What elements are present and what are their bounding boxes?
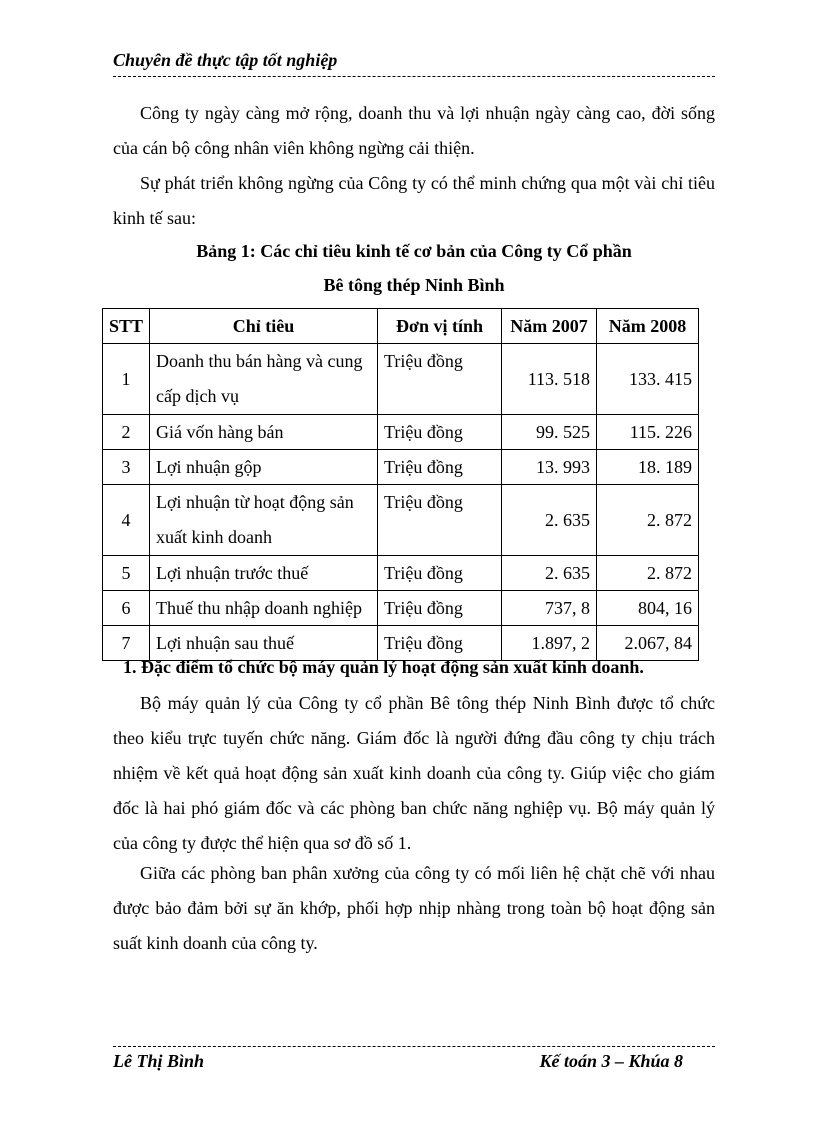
- cell-stt: 3: [103, 450, 150, 485]
- header-title: Chuyên đề thực tập tốt nghiệp: [113, 50, 338, 70]
- paragraph-1: Công ty ngày càng mở rộng, doanh thu và lợi nhuận ngày càng cao, đời sống của cán bộ công nhân viên không ngừng cải thiện.: [113, 103, 715, 158]
- cell-2008: 2. 872: [597, 556, 699, 591]
- page-footer: [113, 1046, 715, 1072]
- paragraph-3: Bộ máy quản lý của Công ty cổ phần Bê tông thép Ninh Bình được tổ chức theo kiểu trực tuyến chức năng. Giám đốc là người đứng đầu công ty chịu trách nhiệm về kết quả hoạt động sản xuất kinh doanh của công ty. Giúp việc cho giám đốc là hai phó giám đốc và các phòng ban chức năng nghiệp vụ. Bộ máy quản lý của công ty được thể hiện qua sơ đồ số 1.: [113, 693, 715, 853]
- cell-2007: 737, 8: [502, 591, 597, 626]
- cell-stt: 5: [103, 556, 150, 591]
- cell-indicator: Lợi nhuận gộp: [150, 450, 378, 485]
- cell-2007: 2. 635: [502, 485, 597, 556]
- cell-2007: 2. 635: [502, 556, 597, 591]
- footer-author: Lê Thị Bình: [113, 1051, 205, 1071]
- cell-unit: Triệu đồng: [378, 556, 502, 591]
- col-header-indicator: Chỉ tiêu: [150, 309, 378, 344]
- cell-indicator: Doanh thu bán hàng và cung cấp dịch vụ: [150, 344, 378, 415]
- col-header-2007: Năm 2007: [502, 309, 597, 344]
- cell-indicator: Lợi nhuận trước thuế: [150, 556, 378, 591]
- cell-2008: 133. 415: [597, 344, 699, 415]
- cell-unit: Triệu đồng: [378, 626, 502, 661]
- cell-2008: 18. 189: [597, 450, 699, 485]
- col-header-stt: STT: [103, 309, 150, 344]
- table-row: [103, 591, 699, 626]
- cell-unit: Triệu đồng: [378, 450, 502, 485]
- col-header-unit: Đơn vị tính: [378, 309, 502, 344]
- footer-class: Kế toán 3 – Khúa 8: [539, 1051, 683, 1071]
- cell-stt: 7: [103, 626, 150, 661]
- cell-stt: 1: [103, 344, 150, 415]
- cell-stt: 2: [103, 415, 150, 450]
- indicators-table: [102, 308, 699, 661]
- table-row: [103, 450, 699, 485]
- cell-indicator: Lợi nhuận từ hoạt động sản xuất kinh doanh: [150, 485, 378, 556]
- cell-stt: 6: [103, 591, 150, 626]
- cell-unit: Triệu đồng: [378, 344, 502, 415]
- cell-2007: 99. 525: [502, 415, 597, 450]
- table-caption-line2: Bê tông thép Ninh Bình: [323, 275, 505, 295]
- table-row: [103, 415, 699, 450]
- cell-2007: 1.897, 2: [502, 626, 597, 661]
- table-row: [103, 485, 699, 556]
- cell-indicator: Lợi nhuận sau thuế: [150, 626, 378, 661]
- cell-2007: 113. 518: [502, 344, 597, 415]
- table-caption-line1: Bảng 1: Các chỉ tiêu kinh tế cơ bản của Công ty Cổ phần: [196, 241, 632, 261]
- cell-indicator: Thuế thu nhập doanh nghiệp: [150, 591, 378, 626]
- cell-indicator: Giá vốn hàng bán: [150, 415, 378, 450]
- cell-2008: 804, 16: [597, 591, 699, 626]
- cell-unit: Triệu đồng: [378, 591, 502, 626]
- paragraph-4: Giữa các phòng ban phân xưởng của công ty có mối liên hệ chặt chẽ với nhau được bảo đảm bởi sự ăn khớp, phối hợp nhịp nhàng trong toàn bộ hoạt động sản suất kinh doanh của công ty.: [113, 863, 715, 953]
- cell-2008: 115. 226: [597, 415, 699, 450]
- cell-stt: 4: [103, 485, 150, 556]
- table-header-row: [103, 309, 699, 344]
- cell-unit: Triệu đồng: [378, 415, 502, 450]
- cell-2007: 13. 993: [502, 450, 597, 485]
- cell-2008: 2. 872: [597, 485, 699, 556]
- section-heading: 1. Đặc điểm tổ chức bộ máy quản lý hoạt động sản xuất kinh doanh.: [123, 657, 644, 677]
- cell-2008: 2.067, 84: [597, 626, 699, 661]
- table-row: [103, 556, 699, 591]
- col-header-2008: Năm 2008: [597, 309, 699, 344]
- paragraph-2: Sự phát triển không ngừng của Công ty có thể minh chứng qua một vài chỉ tiêu kinh tế sau:: [113, 173, 715, 228]
- table-row: [103, 626, 699, 661]
- cell-unit: Triệu đồng: [378, 485, 502, 556]
- page-header: [113, 50, 715, 77]
- table-row: [103, 344, 699, 415]
